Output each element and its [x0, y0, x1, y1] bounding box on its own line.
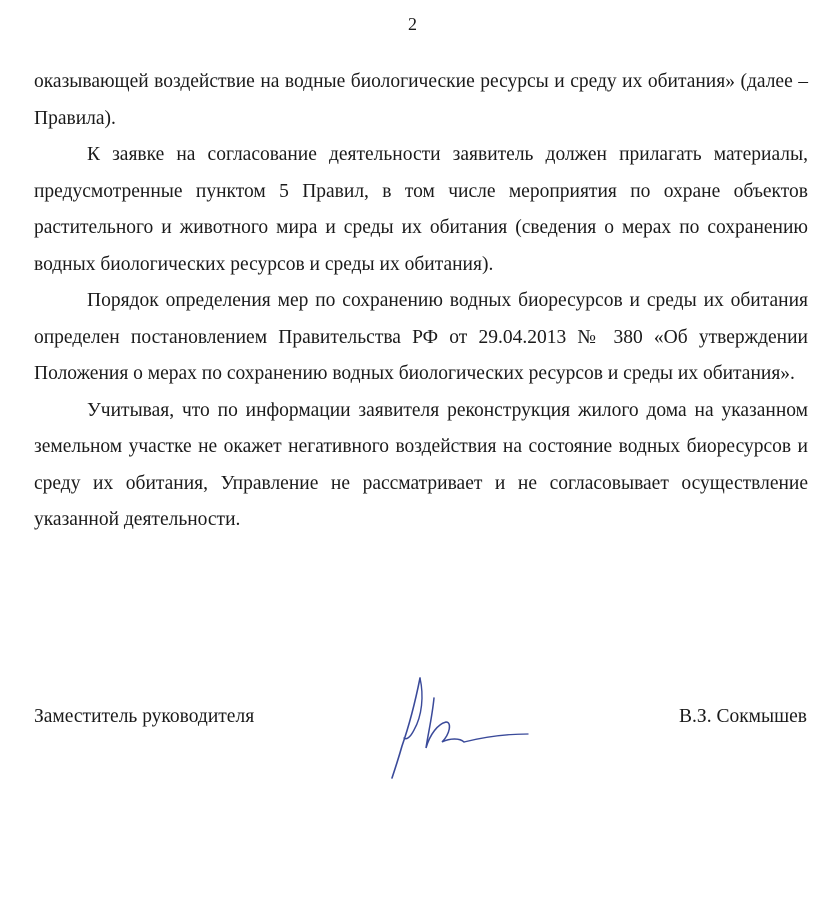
- paragraph-procedure: Порядок определения мер по сохранению водных биоресурсов и среды их обитания определен постановлением Правительства РФ от 29.04.2013 № 380 «Об утверждении Положения о мерах по сохранению водных биологических ресурсов и среды их обитания».: [34, 290, 808, 384]
- paragraph-conclusion: Учитывая, что по информации заявителя реконструкция жилого дома на указанном земельном участке не окажет негативного воздействия на состояние водных биоресурсов и среду их обитания, Управление не рассматривает и не согласовывает осуществление указанной деятельности.: [34, 399, 808, 530]
- signatory-name: В.З. Сокмышев: [679, 706, 807, 727]
- letter-body: [34, 64, 808, 539]
- signatory-position: Заместитель руководителя: [34, 706, 255, 727]
- page-number: 2: [408, 14, 417, 34]
- paragraph-application-materials: К заявке на согласование деятельности заявитель должен прилагать материалы, предусмотренные пунктом 5 Правил, в том числе мероприятия по охране объектов растительного и животного мира и среды их обитания (сведения о мерах по сохранению водных биологических ресурсов и среды их обитания).: [34, 144, 808, 275]
- paragraph-continuation: оказывающей воздействие на водные биологические ресурсы и среду их обитания» (далее – Правила).: [34, 71, 808, 129]
- handwritten-signature: [380, 668, 540, 788]
